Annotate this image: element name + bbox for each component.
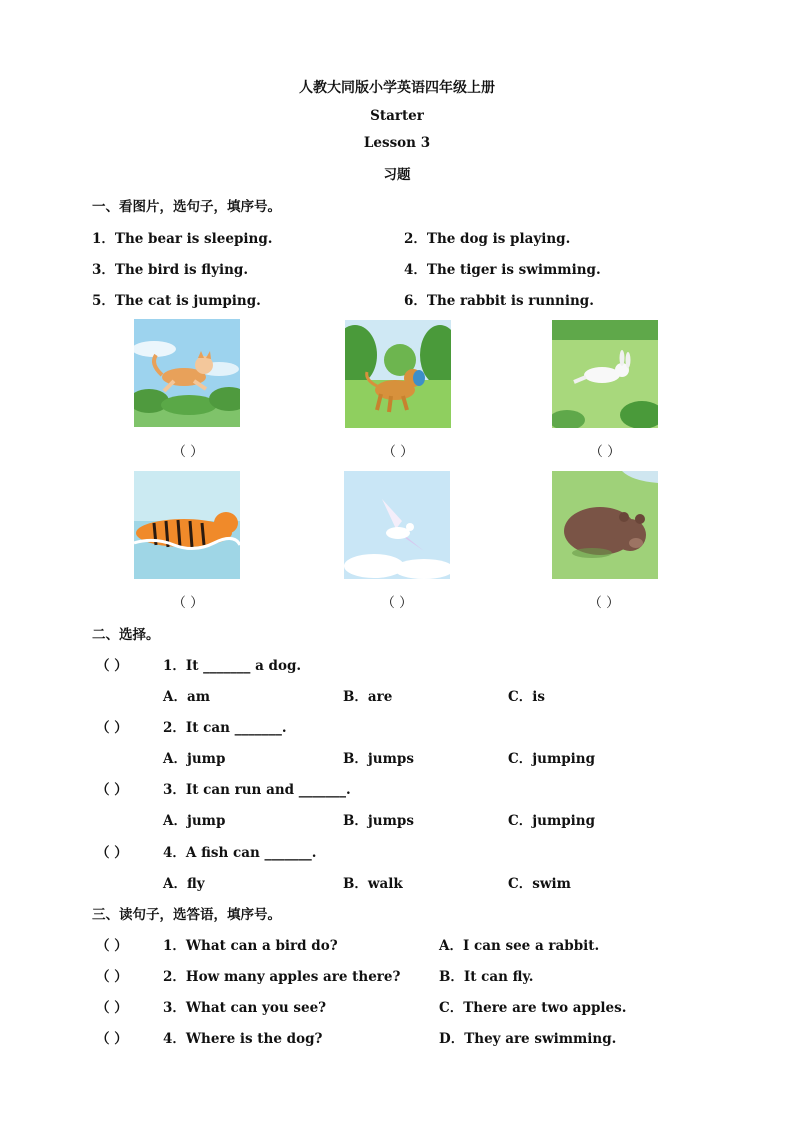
rabbit-running-picture [552,320,658,428]
tiger-swimming-picture [134,471,240,579]
sentence-3: 3．The bird is flying. [92,262,249,278]
lesson-title: Lesson 3 [363,135,431,151]
section2-heading: 二、选择。 [92,627,160,643]
choice-answer-blank-2[interactable]: （ ） [96,720,128,736]
choice-3-option-c: C．jumping [508,813,596,829]
sentence-5: 5．The cat is jumping. [92,293,261,309]
choice-4-option-c: C．swim [508,876,571,892]
choice-answer-blank-4[interactable]: （ ） [96,845,128,861]
choice-2-option-a: A．jump [163,751,226,767]
choice-4-option-a: A．fly [163,876,205,892]
choice-question-2: 2．It can _______. [163,720,287,736]
choice-3-option-a: A．jump [163,813,226,829]
choice-3-option-b: B．jumps [343,813,414,829]
sentence-4: 4．The tiger is swimming. [404,262,601,278]
choice-answer-blank-1[interactable]: （ ） [96,658,128,674]
match-question-1: 1．What can a bird do? [163,938,338,954]
match-question-3: 3．What can you see? [163,1000,327,1016]
cat-jumping-picture [134,319,240,427]
match-question-2: 2．How many apples are there? [163,969,401,985]
answer-blank-6[interactable]: （ ） [588,595,620,611]
match-answer-blank-1[interactable]: （ ） [96,938,128,954]
choice-question-3: 3．It can run and _______. [163,782,351,798]
match-answer-a: A．I can see a rabbit. [439,938,600,954]
choice-1-option-c: C．is [508,689,545,705]
choice-question-1: 1．It _______ a dog. [163,658,302,674]
dog-playing-picture [345,320,451,428]
choice-1-option-a: A．am [163,689,211,705]
match-answer-c: C．There are two apples. [439,1000,627,1016]
match-question-4: 4．Where is the dog? [163,1031,323,1047]
choice-question-4: 4．A fish can _______. [163,845,317,861]
match-answer-blank-2[interactable]: （ ） [96,969,128,985]
choice-1-option-b: B．are [343,689,393,705]
choice-2-option-c: C．jumping [508,751,596,767]
choice-4-option-b: B．walk [343,876,403,892]
sentence-2: 2．The dog is playing. [404,231,571,247]
choice-answer-blank-3[interactable]: （ ） [96,782,128,798]
match-answer-blank-3[interactable]: （ ） [96,1000,128,1016]
answer-blank-4[interactable]: （ ） [172,595,204,611]
unit-title: Starter [370,108,424,124]
match-answer-d: D．They are swimming. [439,1031,617,1047]
section3-heading: 三、读句子，选答语，填序号。 [92,907,281,923]
bear-sleeping-picture [552,471,658,579]
section1-heading: 一、看图片，选句子，填序号。 [92,199,281,215]
bird-flying-picture [344,471,450,579]
answer-blank-1[interactable]: （ ） [172,444,204,460]
answer-blank-5[interactable]: （ ） [381,595,413,611]
match-answer-blank-4[interactable]: （ ） [96,1031,128,1047]
exercise-label: 习题 [383,167,411,183]
answer-blank-3[interactable]: （ ） [589,444,621,460]
sentence-6: 6．The rabbit is running. [404,293,594,309]
choice-2-option-b: B．jumps [343,751,414,767]
match-answer-b: B．It can fly. [439,969,534,985]
sentence-1: 1．The bear is sleeping. [92,231,273,247]
document-title: 人教大同版小学英语四年级上册 [299,80,495,96]
answer-blank-2[interactable]: （ ） [382,444,414,460]
